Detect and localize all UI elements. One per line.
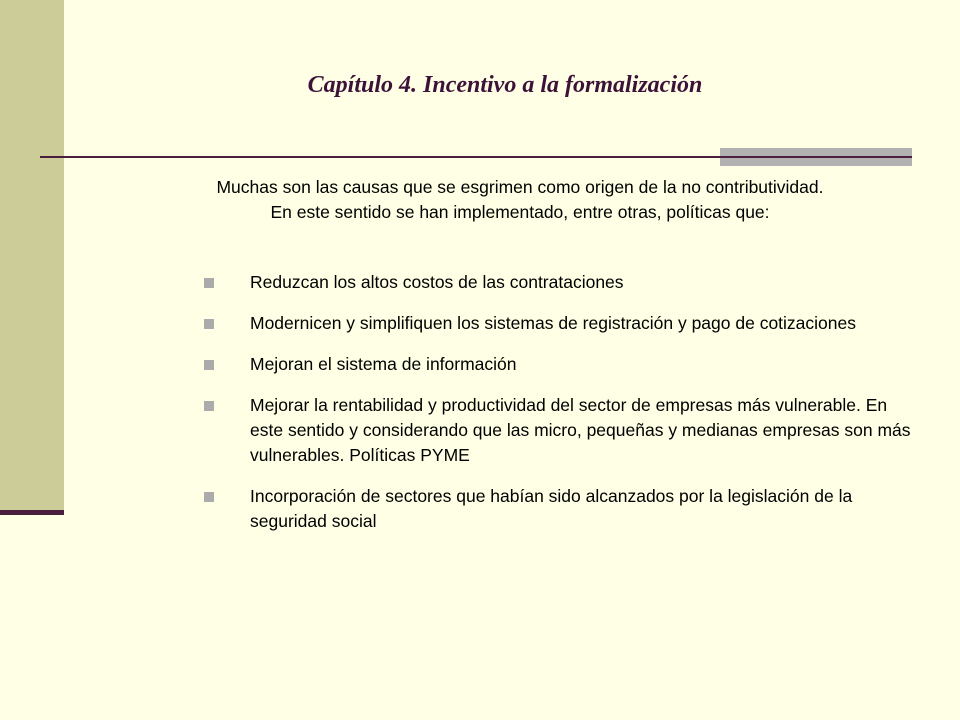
intro-line-1: Muchas son las causas que se esgrimen como origen de la no contributividad. [216,177,824,197]
bullet-text: Reduzcan los altos costos de las contrataciones [250,272,624,292]
square-bullet-icon [204,319,214,329]
bullet-list [200,270,920,550]
side-decor-bar-end [0,510,64,515]
list-item [200,311,920,336]
square-bullet-icon [204,278,214,288]
list-item [200,484,920,534]
bullet-text: Modernicen y simplifiquen los sistemas de registración y pago de cotizaciones [250,313,856,333]
list-item [200,393,920,468]
list-item [200,270,920,295]
intro-line-2: En este sentido se han implementado, entre otras, políticas que: [270,202,770,222]
bullet-text: Incorporación de sectores que habían sido alcanzados por la legislación de la seguridad social [250,486,853,531]
square-bullet-icon [204,401,214,411]
list-item [200,352,920,377]
intro-paragraph [120,175,920,225]
bullet-text: Mejoran el sistema de información [250,354,517,374]
square-bullet-icon [204,492,214,502]
square-bullet-icon [204,360,214,370]
title-rule-accent-line [720,156,912,158]
slide-title: Capítulo 4. Incentivo a la formalización [307,72,703,98]
bullet-text: Mejorar la rentabilidad y productividad del sector de empresas más vulnerable. En este sentido y considerando que las micro, pequeñas y medianas empresas son más vulnerables. Políticas PYME [250,395,911,465]
